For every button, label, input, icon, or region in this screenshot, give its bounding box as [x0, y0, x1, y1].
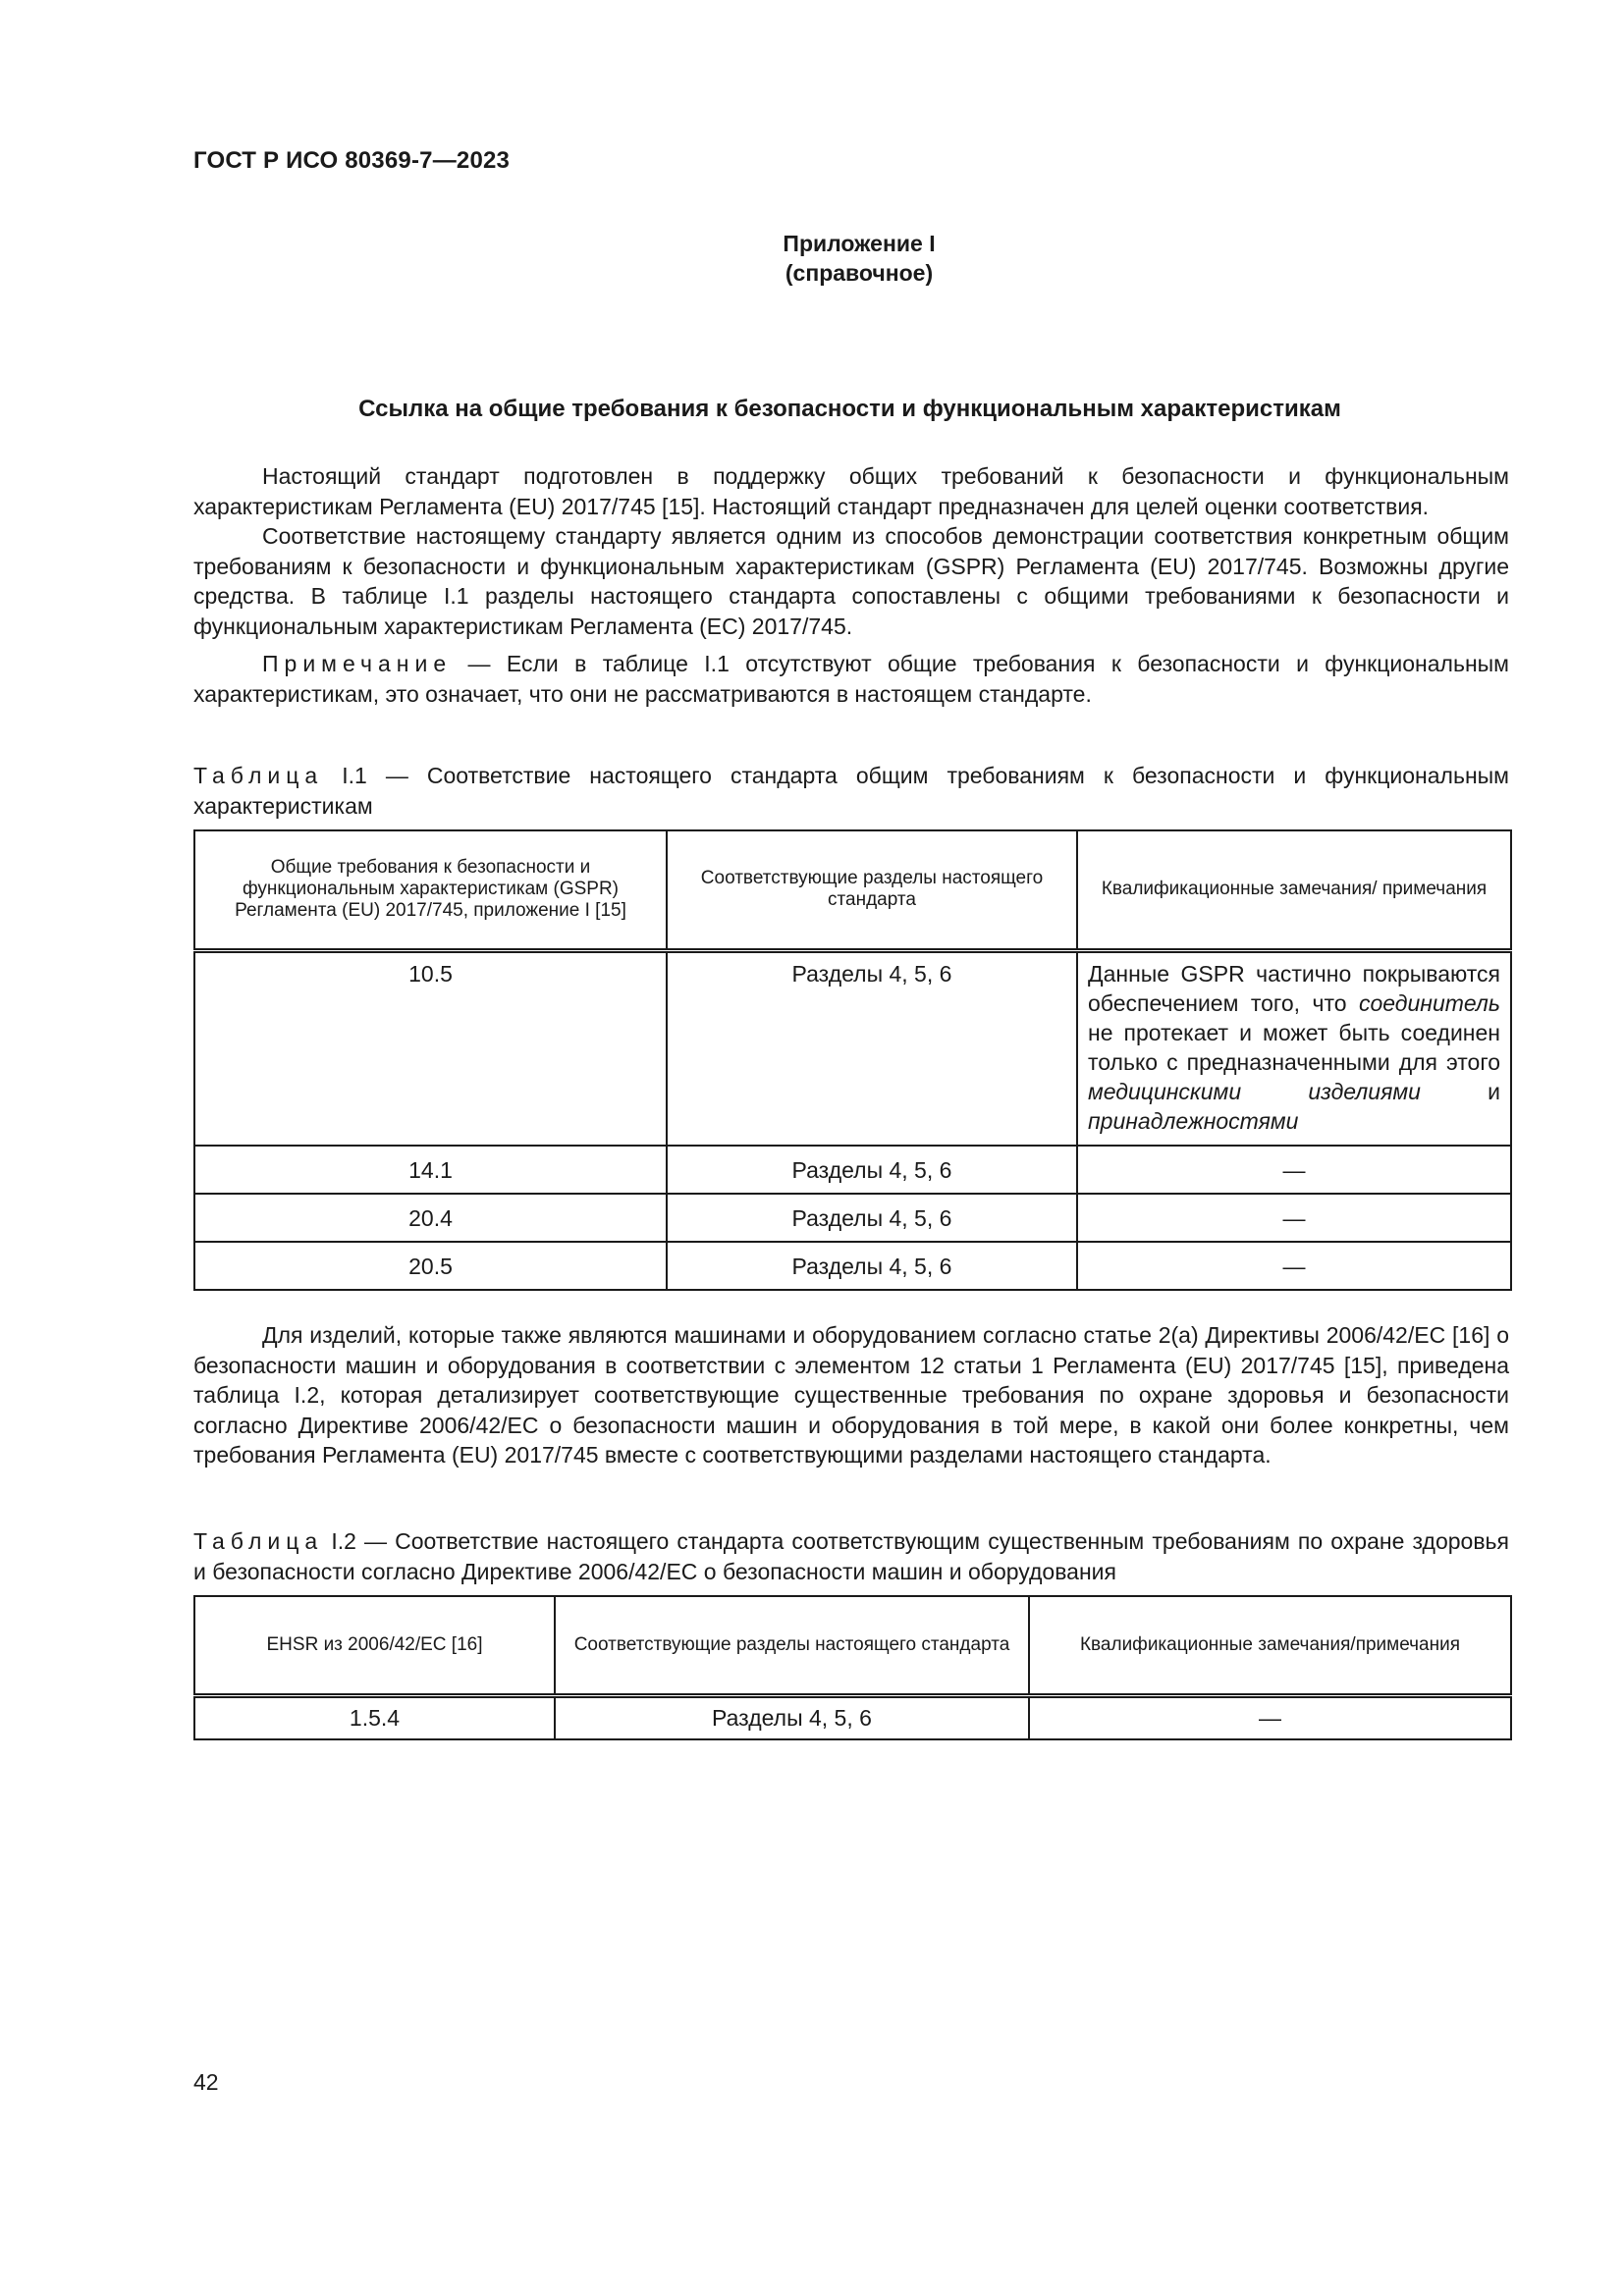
table1-cell-sections: Разделы 4, 5, 6 — [667, 1242, 1077, 1290]
table2-caption-text: I.2 — Соответствие настоящего стандарта соответствующим существенным требованиям по охране здоровья и безопасности согласно Директиве 2006/42/EC о безопасности машин и оборудования — [193, 1528, 1509, 1584]
table1-cell-note — [1077, 950, 1511, 1146]
table1-cell-note: — — [1077, 1194, 1511, 1242]
document-code: ГОСТ Р ИСО 80369-7—2023 — [193, 147, 511, 174]
annex-label: Приложение I — [783, 231, 936, 256]
intro-paragraph-2: Соответствие настоящему стандарту является одним из способов демонстрации соответствия конкретным общим требованиям к безопасности и функциональным характеристикам (GSPR) Регламента (EU) 2017/745. Возможны другие средства. В таблице I.1 разделы настоящего стандарта сопоставлены с общими требованиями к безопасности и функциональным характеристикам Регламента (EC) 2017/745. — [193, 523, 1509, 639]
note-text-part: не протекает и может быть соединен только с предназначенными для этого — [1088, 1019, 1500, 1075]
table2-cell-note: — — [1029, 1695, 1511, 1739]
note-italic-term: принадлежностями — [1088, 1107, 1299, 1134]
table1-header-row — [194, 830, 1511, 950]
table-2 — [193, 1595, 1512, 1740]
paragraph-machinery: Для изделий, которые также являются машинами и оборудованием согласно статье 2(а) Директивы 2006/42/EC [16] о безопасности машин и оборудования в соответствии с элементом 12 статьи 1 Регламента (EU) 2017/745 [15], приведена таблица I.2, которая детализирует соответствующие существенные требования по охране здоровья и безопасности согласно Директиве 2006/42/EC о безопасности машин и оборудования в той мере, в какой они более конкретны, чем требования Регламента (EU) 2017/745 вместе с соответствующими разделами настоящего стандарта. — [193, 1322, 1509, 1468]
annex-type: (справочное) — [785, 260, 934, 286]
intro-text — [193, 461, 1509, 709]
table2-header-row — [194, 1596, 1511, 1695]
table-1 — [193, 829, 1512, 1291]
table1-caption — [193, 761, 1509, 821]
table2-caption-label: Таблица — [193, 1528, 324, 1554]
note-paragraph — [193, 649, 1509, 709]
table1-cell-sections: Разделы 4, 5, 6 — [667, 1194, 1077, 1242]
annex-title: Ссылка на общие требования к безопасности и функциональным характеристикам — [358, 396, 1341, 422]
table1-header-notes: Квалификационные замечания/ примечания — [1077, 830, 1511, 950]
note-text-part: и — [1420, 1078, 1500, 1104]
table1-caption-label: Таблица — [193, 763, 324, 788]
table2-cell-sections: Разделы 4, 5, 6 — [555, 1695, 1029, 1739]
table2-header-sections: Соответствующие разделы настоящего стандарта — [555, 1596, 1029, 1695]
table2-caption — [193, 1526, 1509, 1586]
table1-cell-note: — — [1077, 1242, 1511, 1290]
note-text: — Если в таблице I.1 отсутствуют общие требования к безопасности и функциональным характеристикам, это означает, что они не рассматриваются в настоящем стандарте. — [193, 651, 1509, 707]
paragraph-after-table1 — [193, 1320, 1509, 1470]
table2-header-ehsr: EHSR из 2006/42/EC [16] — [194, 1596, 555, 1695]
table1-cell-gspr: 20.5 — [194, 1242, 667, 1290]
note-italic-term: соединитель — [1358, 989, 1500, 1016]
note-text-part: Данные GSPR частично покрываются обеспечением того, что — [1088, 960, 1500, 1016]
table1-cell-gspr: 20.4 — [194, 1194, 667, 1242]
table-row — [194, 1146, 1511, 1194]
table1-cell-note: — — [1077, 1146, 1511, 1194]
note-italic-term: медицинскими изделиями — [1088, 1078, 1421, 1104]
table1-cell-sections: Разделы 4, 5, 6 — [667, 950, 1077, 1146]
table2-header-notes: Квалификационные замечания/примечания — [1029, 1596, 1511, 1695]
table-row — [194, 1242, 1511, 1290]
note-label: Примечание — [262, 651, 453, 676]
table1-header-gspr: Общие требования к безопасности и функциональным характеристикам (GSPR) Регламента (EU) 2017/745, приложение I [15] — [194, 830, 667, 950]
annex-heading — [707, 229, 1011, 288]
intro-paragraph-1: Настоящий стандарт подготовлен в поддержку общих требований к безопасности и функциональным характеристикам Регламента (EU) 2017/745 [15]. Настоящий стандарт предназначен для целей оценки соответствия. — [193, 463, 1509, 519]
table1-cell-gspr: 14.1 — [194, 1146, 667, 1194]
page-number: 42 — [193, 2069, 219, 2095]
table-row — [194, 950, 1511, 1146]
table2-cell-ehsr: 1.5.4 — [194, 1695, 555, 1739]
table1-caption-text: I.1 — Соответствие настоящего стандарта общим требованиям к безопасности и функциональным характеристикам — [193, 763, 1509, 819]
table1-cell-gspr: 10.5 — [194, 950, 667, 1146]
table1-cell-sections: Разделы 4, 5, 6 — [667, 1146, 1077, 1194]
table-row — [194, 1194, 1511, 1242]
table1-header-sections: Соответствующие разделы настоящего стандарта — [667, 830, 1077, 950]
table-row — [194, 1695, 1511, 1739]
